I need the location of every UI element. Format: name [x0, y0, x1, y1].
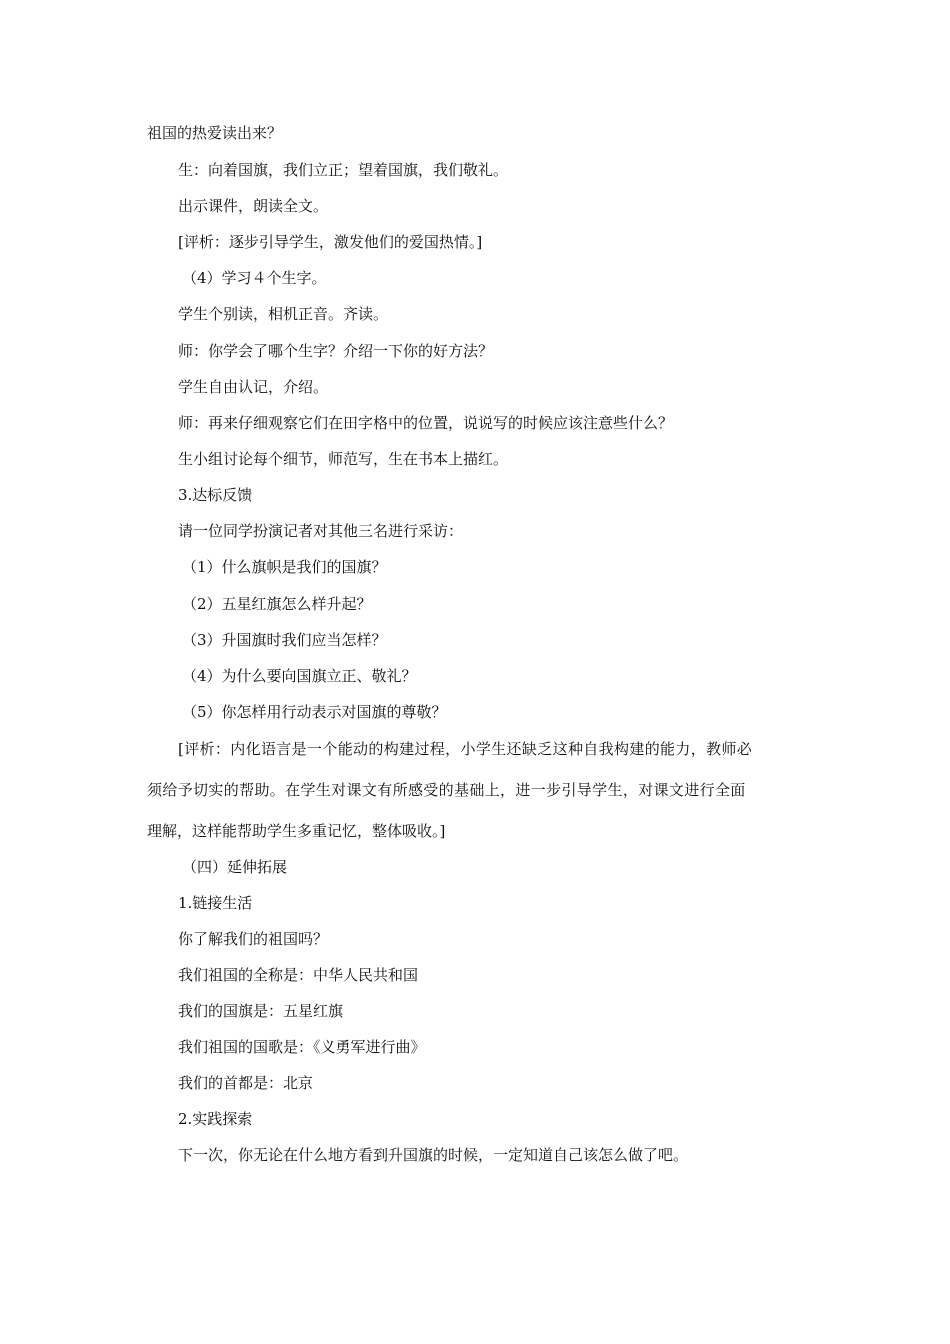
text-line: 祖国的热爱读出来？	[147, 124, 283, 142]
text-line: 你了解我们的祖国吗？	[178, 930, 329, 948]
teacher-line: 师：再来仔细观察它们在田字格中的位置，说说写的时候应该注意些什么？	[178, 414, 674, 432]
section-heading: （四）延伸拓展	[182, 858, 288, 876]
text-line: 下一次，你无论在什么地方看到升国旗的时候，一定知道自己该怎么做了吧。	[178, 1146, 689, 1164]
student-answer: 生：向着国旗，我们立正；望着国旗，我们敬礼。	[178, 161, 509, 179]
text-line: 学生个别读，相机正音。齐读。	[178, 305, 389, 323]
question-item: （4）为什么要向国旗立正、敬礼？	[182, 667, 417, 685]
text-line: 生小组讨论每个细节，师范写，生在书本上描红。	[178, 450, 509, 468]
fact-line: 我们的首都是：北京	[178, 1074, 314, 1092]
fact-line: 我们祖国的全称是：中华人民共和国	[178, 966, 419, 984]
question-item: （2）五星红旗怎么样升起？	[182, 595, 372, 613]
question-item: （3）升国旗时我们应当怎样？	[182, 631, 387, 649]
step-heading: （4）学习４个生字。	[182, 269, 327, 287]
question-item: （1）什么旗帜是我们的国旗？	[182, 558, 387, 576]
comment-note: [评析：逐步引导学生，激发他们的爱国热情。]	[178, 233, 483, 251]
text-line: 出示课件，朗读全文。	[178, 197, 329, 215]
comment-note: [评析：内化语言是一个能动的构建过程，小学生还缺乏这种自我构建的能力，教师必	[178, 740, 753, 758]
question-item: （5）你怎样用行动表示对国旗的尊敬？	[182, 703, 447, 721]
fact-line: 我们祖国的国歌是：《义勇军进行曲》	[178, 1038, 426, 1056]
subsection-heading: 1.链接生活	[178, 894, 253, 912]
text-line: 请一位同学扮演记者对其他三名进行采访：	[178, 522, 464, 540]
fact-line: 我们的国旗是：五星红旗	[178, 1002, 344, 1020]
subsection-heading: 2.实践探索	[178, 1110, 253, 1128]
comment-note-continued: 须给予切实的帮助。在学生对课文有所感受的基础上，进一步引导学生，对课文进行全面	[147, 781, 746, 799]
section-heading: 3.达标反馈	[178, 486, 253, 504]
text-line: 学生自由认记，介绍。	[178, 378, 329, 396]
comment-note-continued: 理解，这样能帮助学生多重记忆，整体吸收。]	[147, 822, 446, 840]
teacher-line: 师：你学会了哪个生字？介绍一下你的好方法？	[178, 342, 494, 360]
